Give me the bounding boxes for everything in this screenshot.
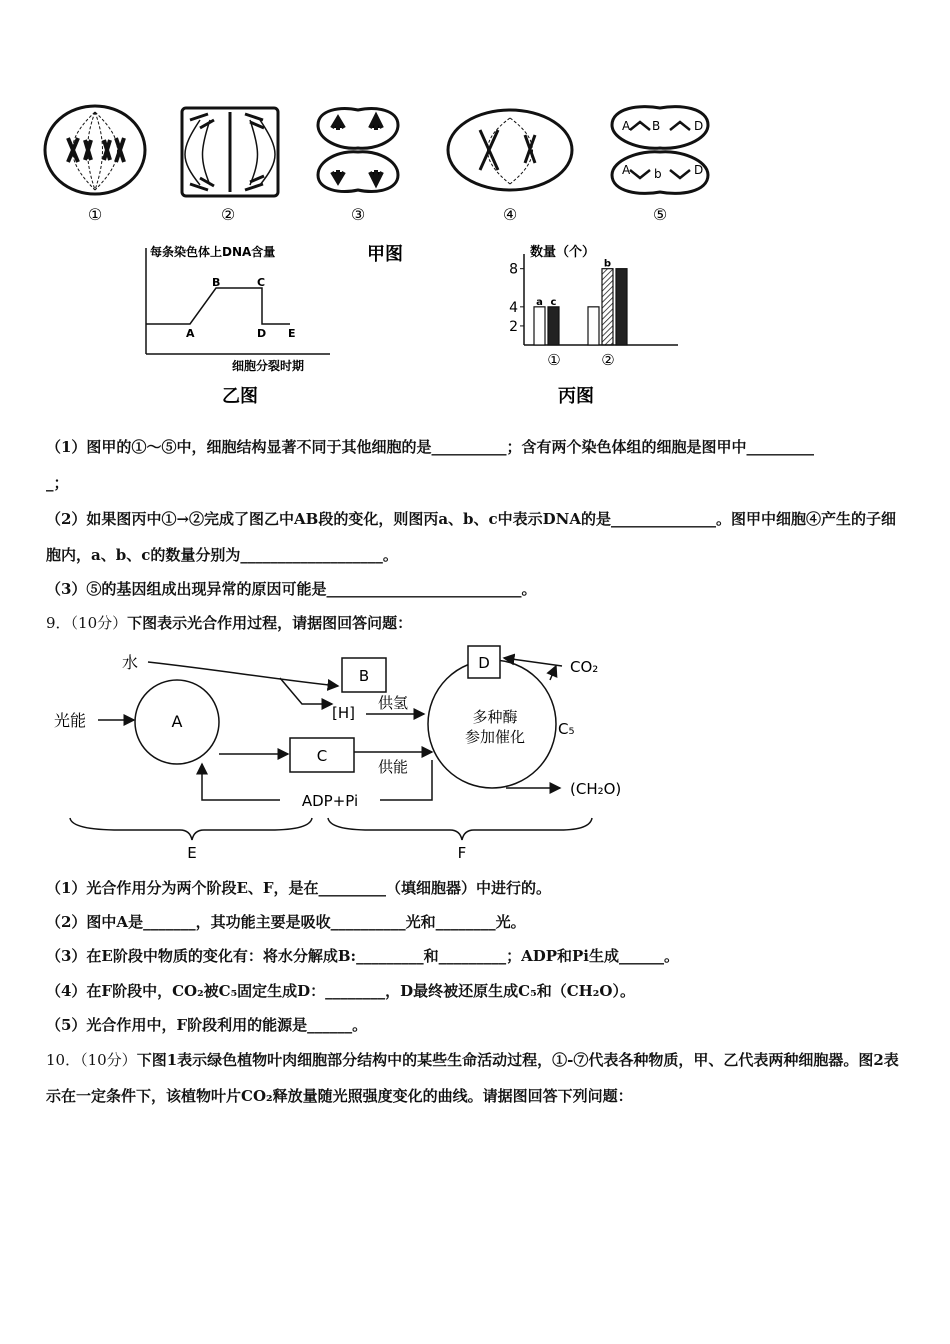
figure-yi-title: 乙图: [222, 386, 258, 407]
yi-point-a: A: [186, 327, 195, 340]
q9-header: [46, 612, 412, 634]
q8-part2: （2）如果图丙中①→②完成了图乙中AB段的变化，则图丙a、b、c中表示DNA的是______________。图甲中细胞④产生的子细胞内，a、b、c的数量分别为___________________。: [46, 510, 897, 564]
q9-number: 9．: [46, 614, 71, 632]
box-d-label: D: [478, 654, 490, 672]
bar-c-1: [548, 307, 559, 345]
bar-c-2: [616, 269, 627, 345]
diagram-adp: ADP+Pi: [301, 792, 359, 810]
cell-4-drawing: [448, 110, 572, 190]
diagram-supply-h: 供氢: [378, 694, 409, 712]
q8-part1: （1）图甲的①～⑤中，细胞结构显著不同于其他细胞的是__________；含有两个染色体组的细胞是图甲中_________: [46, 438, 814, 456]
cell-2-drawing: [182, 108, 278, 196]
figure-bing: [500, 240, 700, 410]
gene-label-d-bottom: D: [694, 163, 704, 177]
circle-a-label: A: [171, 712, 183, 731]
q9-part5: （5）光合作用中，F阶段利用的能源是______。: [46, 1016, 368, 1034]
bing-ylabel: 数量（个）: [530, 245, 596, 260]
bing-x-label-1: ①: [547, 351, 561, 369]
cell-1-drawing: [45, 106, 145, 194]
q9-part2: （2）图中A是_______，其功能主要是吸收__________光和________光。: [46, 913, 526, 931]
q10-number: 10．: [46, 1051, 81, 1069]
cell-3-drawing: [318, 105, 398, 192]
box-c-label: C: [316, 747, 328, 765]
bar-b-2: [602, 269, 613, 345]
enzyme-line-2: 参加催化: [464, 728, 526, 746]
cell-label-5: ⑤: [652, 205, 668, 224]
bar-a-2: [588, 307, 599, 345]
q8-part3: （3）⑤的基因组成出现异常的原因可能是__________________________。: [46, 580, 537, 598]
brace-f: [328, 818, 592, 840]
bar-letter-c: c: [550, 296, 557, 308]
yi-point-c: C: [257, 276, 266, 289]
q10-score: （10分）: [80, 1051, 137, 1069]
photosynthesis-diagram: [40, 640, 660, 865]
bar-a-1: [534, 307, 545, 345]
diagram-water: 水: [122, 653, 139, 672]
bing-y-tick-2: 2: [509, 318, 518, 335]
yi-point-e: E: [288, 327, 296, 340]
bing-y-tick-4: 4: [509, 299, 518, 316]
c5-arrow: [550, 666, 556, 680]
figure-yi: [140, 240, 340, 410]
diagram-f: F: [457, 844, 467, 862]
yi-point-d: D: [257, 327, 267, 340]
enzyme-line-1: 多种酶: [472, 708, 518, 726]
gene-label-a-bottom: A: [622, 163, 631, 177]
yi-curve: [146, 288, 290, 324]
q9-stem: 下图表示光合作用过程，请据图回答问题：: [127, 614, 413, 632]
box-b-label: B: [358, 667, 370, 685]
diagram-ch2o: (CH₂O): [570, 780, 622, 798]
diagram-e: E: [187, 844, 197, 862]
bing-x-label-2: ②: [601, 351, 615, 369]
cell-label-1: ①: [87, 205, 103, 224]
diagram-h: [H]: [332, 704, 355, 722]
water-arrow: [148, 662, 338, 686]
brace-e: [70, 818, 312, 840]
cell-label-4: ④: [502, 205, 518, 224]
q9-score: （10分）: [70, 614, 128, 632]
cell-label-3: ③: [350, 205, 366, 224]
gene-label-b-top: B: [652, 119, 661, 133]
diagram-light: 光能: [54, 711, 87, 730]
co2-arrow: [504, 658, 562, 666]
diagram-co2: CO₂: [570, 658, 599, 676]
bing-y-tick-8: 8: [509, 261, 518, 278]
cell-label-2: ②: [220, 205, 236, 224]
gene-label-a-top: A: [622, 119, 631, 133]
diagram-supply-energy: 供能: [378, 758, 409, 776]
yi-ylabel: 每条染色体上DNA含量: [150, 245, 276, 259]
yi-xlabel: 细胞分裂时期: [232, 359, 305, 373]
bar-letter-a: a: [536, 296, 543, 308]
adp-to-a-arrow: [202, 764, 280, 800]
figure-jia-title: 甲图: [367, 244, 403, 265]
q9-part1: （1）光合作用分为两个阶段E、F，是在_________（填细胞器）中进行的。: [46, 879, 552, 897]
cell-5-drawing: [612, 107, 708, 194]
gene-label-b-bottom: b: [654, 167, 662, 181]
q9-part3: （3）在E阶段中物质的变化有：将水分解成B:_________和_________；ADP和Pi生成______。: [46, 947, 679, 965]
bar-letter-b: b: [603, 258, 612, 270]
diagram-c5: C₅: [558, 720, 575, 738]
q10-stem: 下图1表示绿色植物叶肉细胞部分结构中的某些生命活动过程，①-⑦代表各种物质，甲、乙代表两种细胞器。图2表示在一定条件下，该植物叶片CO₂释放量随光照强度变化的曲线。请据图回答下列问题：: [46, 1051, 899, 1105]
figure-bing-title: 丙图: [558, 386, 594, 407]
gene-label-d-top: D: [694, 119, 704, 133]
q10-header: [46, 1042, 906, 1114]
q9-part4: （4）在F阶段中，CO₂被C₅固定生成D：________，D最终被还原生成C₅和（CH₂O）。: [46, 982, 635, 1000]
q8-part1-continued: _；: [46, 474, 69, 492]
yi-point-b: B: [212, 276, 221, 289]
